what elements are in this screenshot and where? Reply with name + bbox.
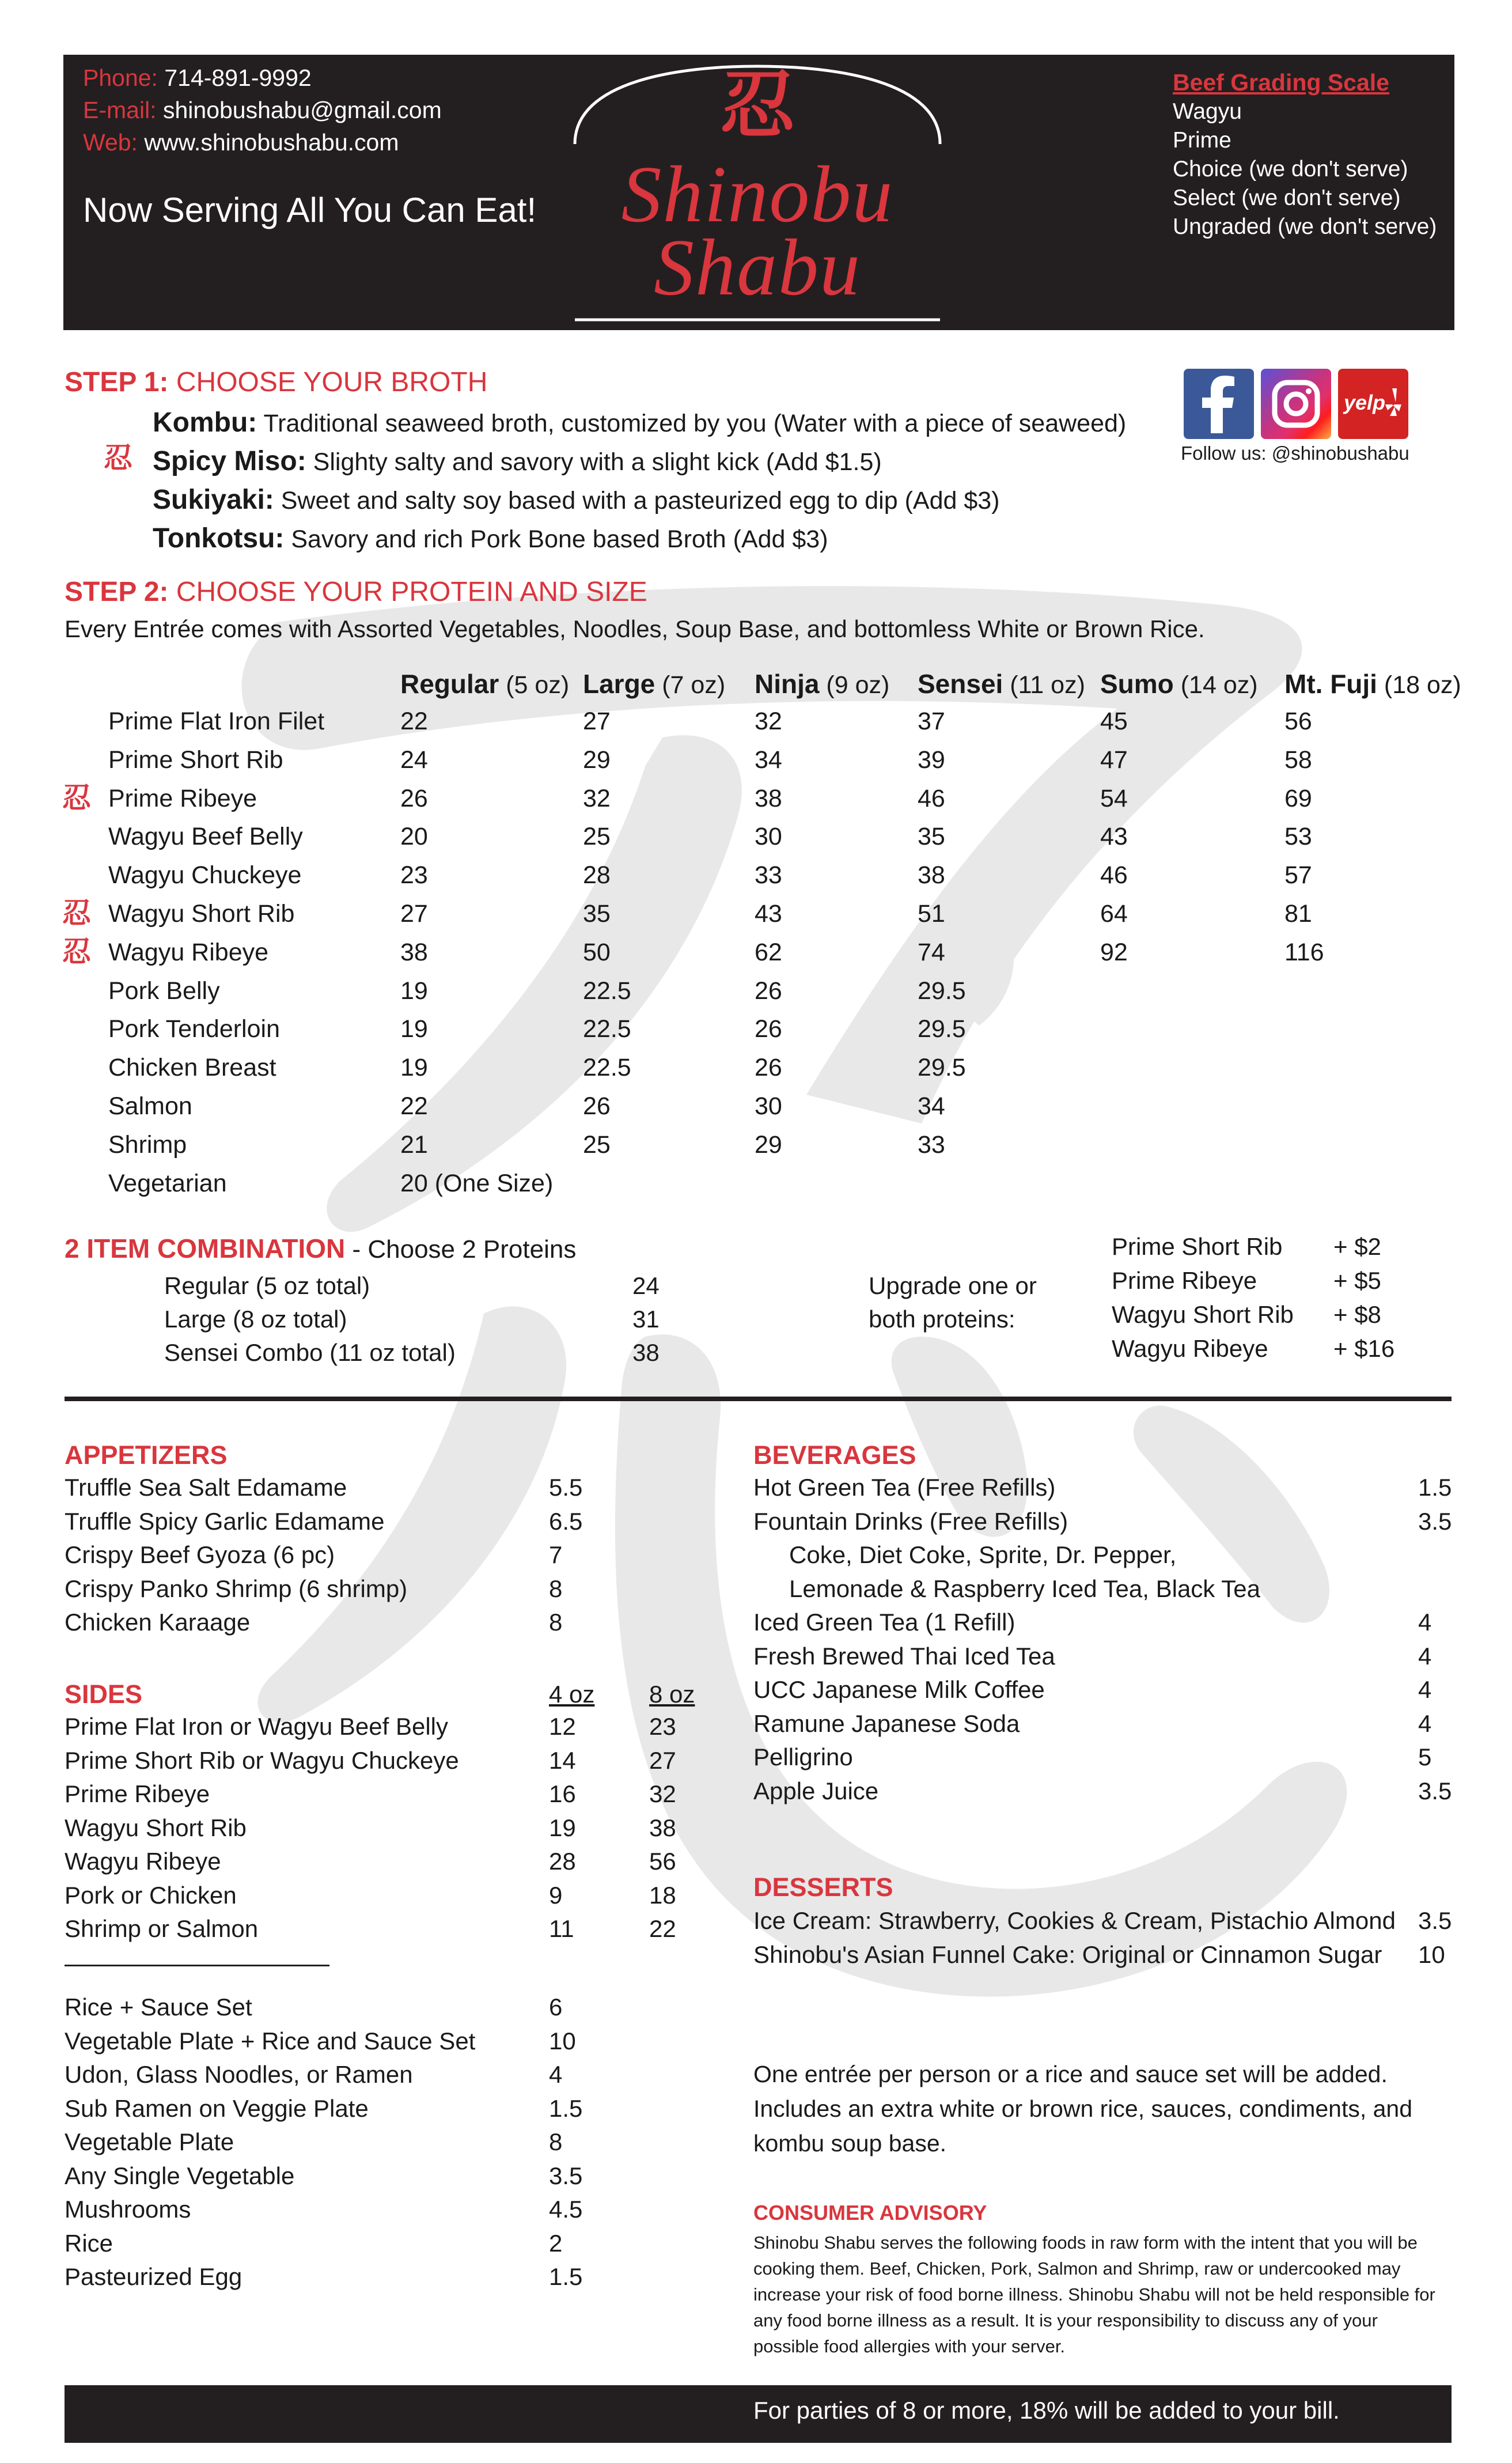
protein-price: 38 [400, 938, 428, 966]
protein-price: 39 [918, 746, 945, 774]
protein-price: 51 [918, 900, 945, 928]
dessert-item[interactable]: Ice Cream: Strawberry, Cookies & Cream, Pistachio Almond [753, 1907, 1396, 1934]
web-line: Web: www.shinobushabu.com [83, 129, 399, 156]
protein-price: 19 [400, 977, 428, 1005]
appetizer-price: 7 [549, 1541, 563, 1568]
size-sumo: Sumo (14 oz) [1100, 669, 1258, 699]
side-price-8oz: 27 [649, 1746, 676, 1774]
extra-price: 4 [549, 2061, 563, 2088]
protein-name[interactable]: Prime Short Rib [108, 746, 283, 774]
appetizer-item[interactable]: Chicken Karaage [65, 1609, 251, 1636]
protein-price: 32 [755, 708, 782, 735]
extra-item[interactable]: Any Single Vegetable [65, 2162, 295, 2189]
protein-price: 25 [583, 823, 611, 851]
upgrade-price: + $2 [1333, 1233, 1381, 1260]
size-sensei: Sensei (11 oz) [918, 669, 1085, 699]
protein-price: 57 [1284, 861, 1312, 890]
grade-item: Choice (we don't serve) [1173, 157, 1408, 181]
beverage-price: 4 [1418, 1609, 1432, 1636]
protein-price: 26 [755, 1054, 782, 1082]
entree-description: Every Entrée comes with Assorted Vegetables, Noodles, Soup Base, and bottomless White or Brown Rice. [65, 615, 1205, 642]
party-surcharge-note: For parties of 8 or more, 18% will be added to your bill. [753, 2397, 1340, 2424]
protein-name[interactable]: Pork Belly [108, 977, 220, 1005]
upgrade-label: both proteins: [869, 1306, 1015, 1333]
broth-sukiyaki[interactable]: Sukiyaki: Sweet and salty soy based with a pasteurized egg to dip (Add $3) [153, 485, 1000, 515]
protein-price: 50 [583, 938, 611, 966]
beverage-item: Lemonade & Raspberry Iced Tea, Black Tea [789, 1575, 1260, 1602]
yelp-wordmark: yelp [1344, 391, 1386, 414]
protein-price: 54 [1100, 784, 1128, 812]
side-item[interactable]: Shrimp or Salmon [65, 1915, 259, 1942]
protein-price: 22 [400, 1092, 428, 1120]
protein-price: 29.5 [918, 977, 966, 1005]
extra-price: 1.5 [549, 2263, 583, 2290]
extra-item[interactable]: Pasteurized Egg [65, 2263, 242, 2290]
protein-price: 26 [583, 1092, 611, 1120]
combo-size[interactable]: Large (8 oz total) [164, 1306, 347, 1333]
side-price-4oz: 12 [549, 1713, 576, 1740]
beverage-price: 3.5 [1418, 1507, 1452, 1535]
combo-size[interactable]: Sensei Combo (11 oz total) [164, 1339, 456, 1366]
beverage-item[interactable]: Pelligrino [753, 1743, 853, 1770]
protein-price: 56 [1284, 708, 1312, 735]
appetizer-item[interactable]: Truffle Sea Salt Edamame [65, 1474, 347, 1501]
beverage-price: 1.5 [1418, 1474, 1452, 1501]
protein-name[interactable]: Wagyu Short Rib [108, 900, 295, 928]
extra-price: 10 [549, 2027, 576, 2055]
protein-price: 81 [1284, 900, 1312, 928]
size-mt-fuji: Mt. Fuji (18 oz) [1284, 669, 1461, 699]
protein-name[interactable]: Wagyu Ribeye [108, 938, 269, 966]
beverages-heading: BEVERAGES [753, 1440, 916, 1470]
protein-name[interactable]: Wagyu Chuckeye [108, 861, 302, 890]
protein-price: 30 [755, 823, 782, 851]
side-price-4oz: 19 [549, 1814, 576, 1841]
combo-price: 24 [632, 1272, 660, 1299]
spicy-icon: 忍 [104, 441, 132, 475]
yelp-icon[interactable] [1338, 369, 1408, 439]
email-address[interactable]: shinobushabu@gmail.com [162, 97, 442, 123]
protein-price: 34 [918, 1092, 945, 1120]
protein-price: 37 [918, 708, 945, 735]
follow-us-text: Follow us: @shinobushabu [1181, 442, 1409, 464]
beverage-item[interactable]: Ramune Japanese Soda [753, 1709, 1020, 1737]
protein-price: 29.5 [918, 1015, 966, 1043]
website-link[interactable]: www.shinobushabu.com [144, 129, 399, 156]
protein-price: 23 [400, 861, 428, 890]
beverage-item[interactable]: Apple Juice [753, 1777, 879, 1804]
upgrade-item[interactable]: Prime Ribeye [1112, 1267, 1257, 1294]
specialty-icon: 忍 [62, 934, 91, 968]
protein-price: 27 [400, 900, 428, 928]
beverage-price: 5 [1418, 1743, 1432, 1770]
phone-number[interactable]: 714-891-9992 [164, 65, 312, 91]
extra-item[interactable]: Sub Ramen on Veggie Plate [65, 2094, 369, 2122]
beverage-price: 4 [1418, 1642, 1432, 1670]
protein-price: 22.5 [583, 977, 631, 1005]
extra-price: 2 [549, 2229, 563, 2257]
protein-price: 47 [1100, 746, 1128, 774]
appetizer-price: 8 [549, 1575, 563, 1602]
combo-price: 38 [632, 1339, 660, 1366]
combo-heading: 2 ITEM COMBINATION - Choose 2 Proteins [65, 1234, 577, 1263]
extra-item[interactable]: Rice + Sauce Set [65, 1993, 252, 2021]
protein-name[interactable]: Vegetarian [108, 1169, 227, 1197]
step2-heading: STEP 2: CHOOSE YOUR PROTEIN AND SIZE [65, 577, 647, 607]
dessert-price: 10 [1418, 1940, 1445, 1968]
sides-col-4oz: 4 oz [549, 1681, 595, 1708]
broth-tonkotsu[interactable]: Tonkotsu: Savory and rich Pork Bone based Broth (Add $3) [153, 523, 828, 554]
beverage-item[interactable]: Hot Green Tea (Free Refills) [753, 1474, 1056, 1501]
protein-price: 33 [918, 1130, 945, 1159]
protein-price: 64 [1100, 900, 1128, 928]
protein-price: 20 (One Size) [400, 1169, 554, 1197]
upgrade-item[interactable]: Wagyu Ribeye [1112, 1335, 1268, 1362]
upgrade-item[interactable]: Wagyu Short Rib [1112, 1301, 1294, 1328]
protein-price: 62 [755, 938, 782, 966]
dessert-item[interactable]: Shinobu's Asian Funnel Cake: Original or Cinnamon Sugar [753, 1940, 1382, 1968]
protein-name[interactable]: Shrimp [108, 1130, 187, 1159]
logo-kanji: 忍 [719, 62, 795, 149]
specialty-icon: 忍 [62, 781, 91, 815]
side-item[interactable]: Prime Short Rib or Wagyu Chuckeye [65, 1746, 459, 1774]
protein-price: 32 [583, 784, 611, 812]
side-price-8oz: 22 [649, 1915, 676, 1942]
sides-divider [65, 1965, 329, 1966]
step1-heading: STEP 1: CHOOSE YOUR BROTH [65, 367, 488, 398]
protein-price: 29 [583, 746, 611, 774]
protein-price: 116 [1284, 938, 1324, 966]
extra-price: 1.5 [549, 2094, 583, 2122]
protein-name[interactable]: Pork Tenderloin [108, 1015, 280, 1043]
protein-price: 26 [755, 1015, 782, 1043]
protein-price: 22 [400, 708, 428, 735]
facebook-icon[interactable] [1184, 369, 1254, 439]
protein-price: 25 [583, 1130, 611, 1159]
protein-price: 34 [755, 746, 782, 774]
appetizer-item[interactable]: Crispy Beef Gyoza (6 pc) [65, 1541, 335, 1568]
side-item[interactable]: Prime Ribeye [65, 1780, 210, 1807]
side-item[interactable]: Pork or Chicken [65, 1881, 237, 1909]
extra-item[interactable]: Vegetable Plate + Rice and Sauce Set [65, 2027, 476, 2055]
email-line: E-mail: shinobushabu@gmail.com [83, 97, 442, 123]
upgrade-price: + $5 [1333, 1267, 1381, 1294]
size-ninja: Ninja (9 oz) [755, 669, 890, 699]
specialty-icon: 忍 [62, 896, 91, 930]
beverage-item[interactable]: Fountain Drinks (Free Refills) [753, 1507, 1068, 1535]
protein-name[interactable]: Prime Flat Iron Filet [108, 708, 325, 735]
appetizer-price: 6.5 [549, 1507, 583, 1535]
appetizers-heading: APPETIZERS [65, 1440, 228, 1470]
protein-name[interactable]: Prime Ribeye [108, 784, 257, 812]
side-price-8oz: 32 [649, 1780, 676, 1807]
beverage-item[interactable]: Fresh Brewed Thai Iced Tea [753, 1642, 1055, 1670]
protein-price: 20 [400, 823, 428, 851]
side-price-4oz: 11 [549, 1915, 574, 1942]
protein-price: 69 [1284, 784, 1312, 812]
upgrade-price: + $16 [1333, 1335, 1395, 1362]
grade-item: Select (we don't serve) [1173, 186, 1401, 210]
side-price-8oz: 56 [649, 1848, 676, 1875]
size-large: Large (7 oz) [583, 669, 726, 699]
protein-price: 46 [1100, 861, 1128, 890]
protein-price: 35 [918, 823, 945, 851]
protein-price: 45 [1100, 708, 1128, 735]
protein-price: 33 [755, 861, 782, 890]
protein-price: 27 [583, 708, 611, 735]
side-price-8oz: 18 [649, 1881, 676, 1909]
protein-price: 19 [400, 1054, 428, 1082]
policy-note: One entrée per person or a rice and sauce set will be added. Includes an extra white or brown rice, sauces, condiments, and kombu soup base. [753, 2061, 1413, 2156]
protein-price: 22.5 [583, 1015, 631, 1043]
extra-item[interactable]: Udon, Glass Noodles, or Ramen [65, 2061, 413, 2088]
extra-item[interactable]: Mushrooms [65, 2196, 191, 2223]
desserts-heading: DESSERTS [753, 1872, 893, 1902]
consumer-advisory-title: CONSUMER ADVISORY [753, 2201, 987, 2224]
extra-price: 8 [549, 2128, 563, 2155]
extra-price: 4.5 [549, 2196, 583, 2223]
protein-price: 21 [400, 1130, 428, 1159]
side-item[interactable]: Prime Flat Iron or Wagyu Beef Belly [65, 1713, 449, 1740]
upgrade-label: Upgrade one or [869, 1272, 1037, 1299]
grade-item: Wagyu [1173, 99, 1242, 124]
instagram-icon[interactable] [1261, 369, 1331, 439]
protein-price: 29.5 [918, 1054, 966, 1082]
grade-item: Ungraded (we don't serve) [1173, 214, 1437, 239]
appetizer-price: 8 [549, 1609, 563, 1636]
protein-price: 30 [755, 1092, 782, 1120]
section-divider [65, 1397, 1452, 1401]
protein-price: 26 [755, 977, 782, 1005]
extra-price: 6 [549, 1993, 563, 2021]
side-item[interactable]: Wagyu Short Rib [65, 1814, 247, 1841]
side-price-4oz: 16 [549, 1780, 576, 1807]
protein-price: 58 [1284, 746, 1312, 774]
protein-price: 43 [1100, 823, 1128, 851]
side-price-4oz: 14 [549, 1746, 576, 1774]
phone-line: Phone: 714-891-9992 [83, 65, 312, 91]
protein-price: 29 [755, 1130, 782, 1159]
protein-price: 92 [1100, 938, 1128, 966]
beverage-price: 4 [1418, 1676, 1432, 1703]
beef-grading-title: Beef Grading Scale [1173, 69, 1389, 96]
beverage-price: 3.5 [1418, 1777, 1452, 1804]
side-price-8oz: 38 [649, 1814, 676, 1841]
protein-price: 28 [583, 861, 611, 890]
upgrade-price: + $8 [1333, 1301, 1381, 1328]
broth-spicy-miso[interactable]: Spicy Miso: Slighty salty and savory with a slight kick (Add $1.5) [153, 446, 882, 476]
protein-price: 22.5 [583, 1054, 631, 1082]
appetizer-item[interactable]: Crispy Panko Shrimp (6 shrimp) [65, 1575, 408, 1602]
beverage-item[interactable]: Iced Green Tea (1 Refill) [753, 1609, 1015, 1636]
protein-price: 19 [400, 1015, 428, 1043]
sides-col-8oz: 8 oz [649, 1681, 695, 1708]
tagline: Now Serving All You Can Eat! [83, 191, 537, 229]
protein-price: 74 [918, 938, 945, 966]
protein-name[interactable]: Wagyu Beef Belly [108, 823, 303, 851]
beverage-item: Coke, Diet Coke, Sprite, Dr. Pepper, [789, 1541, 1177, 1568]
combo-price: 31 [632, 1306, 660, 1333]
protein-price: 43 [755, 900, 782, 928]
size-regular: Regular (5 oz) [400, 669, 570, 699]
extra-item[interactable]: Rice [65, 2229, 113, 2257]
protein-name[interactable]: Salmon [108, 1092, 192, 1120]
broth-kombu[interactable]: Kombu: Traditional seaweed broth, customized by you (Water with a piece of seaweed) [153, 407, 1127, 438]
consumer-advisory-text: Shinobu Shabu serves the following foods in raw form with the intent that you will be cooking them. Beef, Chicken, Pork, Salmon and Shrimp, raw or undercooked may increase your risk of food borne illness. Shinobu Shabu will not be held responsible for any food borne illness as a result. It is your responsibility to discuss any of your possible food allergies with your server. [753, 2233, 1435, 2356]
protein-price: 53 [1284, 823, 1312, 851]
beverage-price: 4 [1418, 1709, 1432, 1737]
dessert-price: 3.5 [1418, 1907, 1452, 1934]
appetizer-item[interactable]: Truffle Spicy Garlic Edamame [65, 1507, 385, 1535]
upgrade-item[interactable]: Prime Short Rib [1112, 1233, 1283, 1260]
side-item[interactable]: Wagyu Ribeye [65, 1848, 221, 1875]
protein-price: 24 [400, 746, 428, 774]
side-price-8oz: 23 [649, 1713, 676, 1740]
extra-item[interactable]: Vegetable Plate [65, 2128, 234, 2155]
beverage-item[interactable]: UCC Japanese Milk Coffee [753, 1676, 1045, 1703]
appetizer-price: 5.5 [549, 1474, 583, 1501]
protein-price: 26 [400, 784, 428, 812]
protein-name[interactable]: Chicken Breast [108, 1054, 276, 1082]
side-price-4oz: 9 [549, 1881, 563, 1909]
protein-price: 46 [918, 784, 945, 812]
sides-heading: SIDES [65, 1679, 143, 1709]
extra-price: 3.5 [549, 2162, 583, 2189]
side-price-4oz: 28 [549, 1848, 576, 1875]
protein-price: 38 [755, 784, 782, 812]
protein-price: 35 [583, 900, 611, 928]
logo-text-shabu: Shabu [654, 223, 861, 312]
logo-text-shinobu: Shinobu [621, 150, 894, 239]
combo-size[interactable]: Regular (5 oz total) [164, 1272, 370, 1299]
protein-price: 38 [918, 861, 945, 890]
grade-item: Prime [1173, 128, 1231, 153]
